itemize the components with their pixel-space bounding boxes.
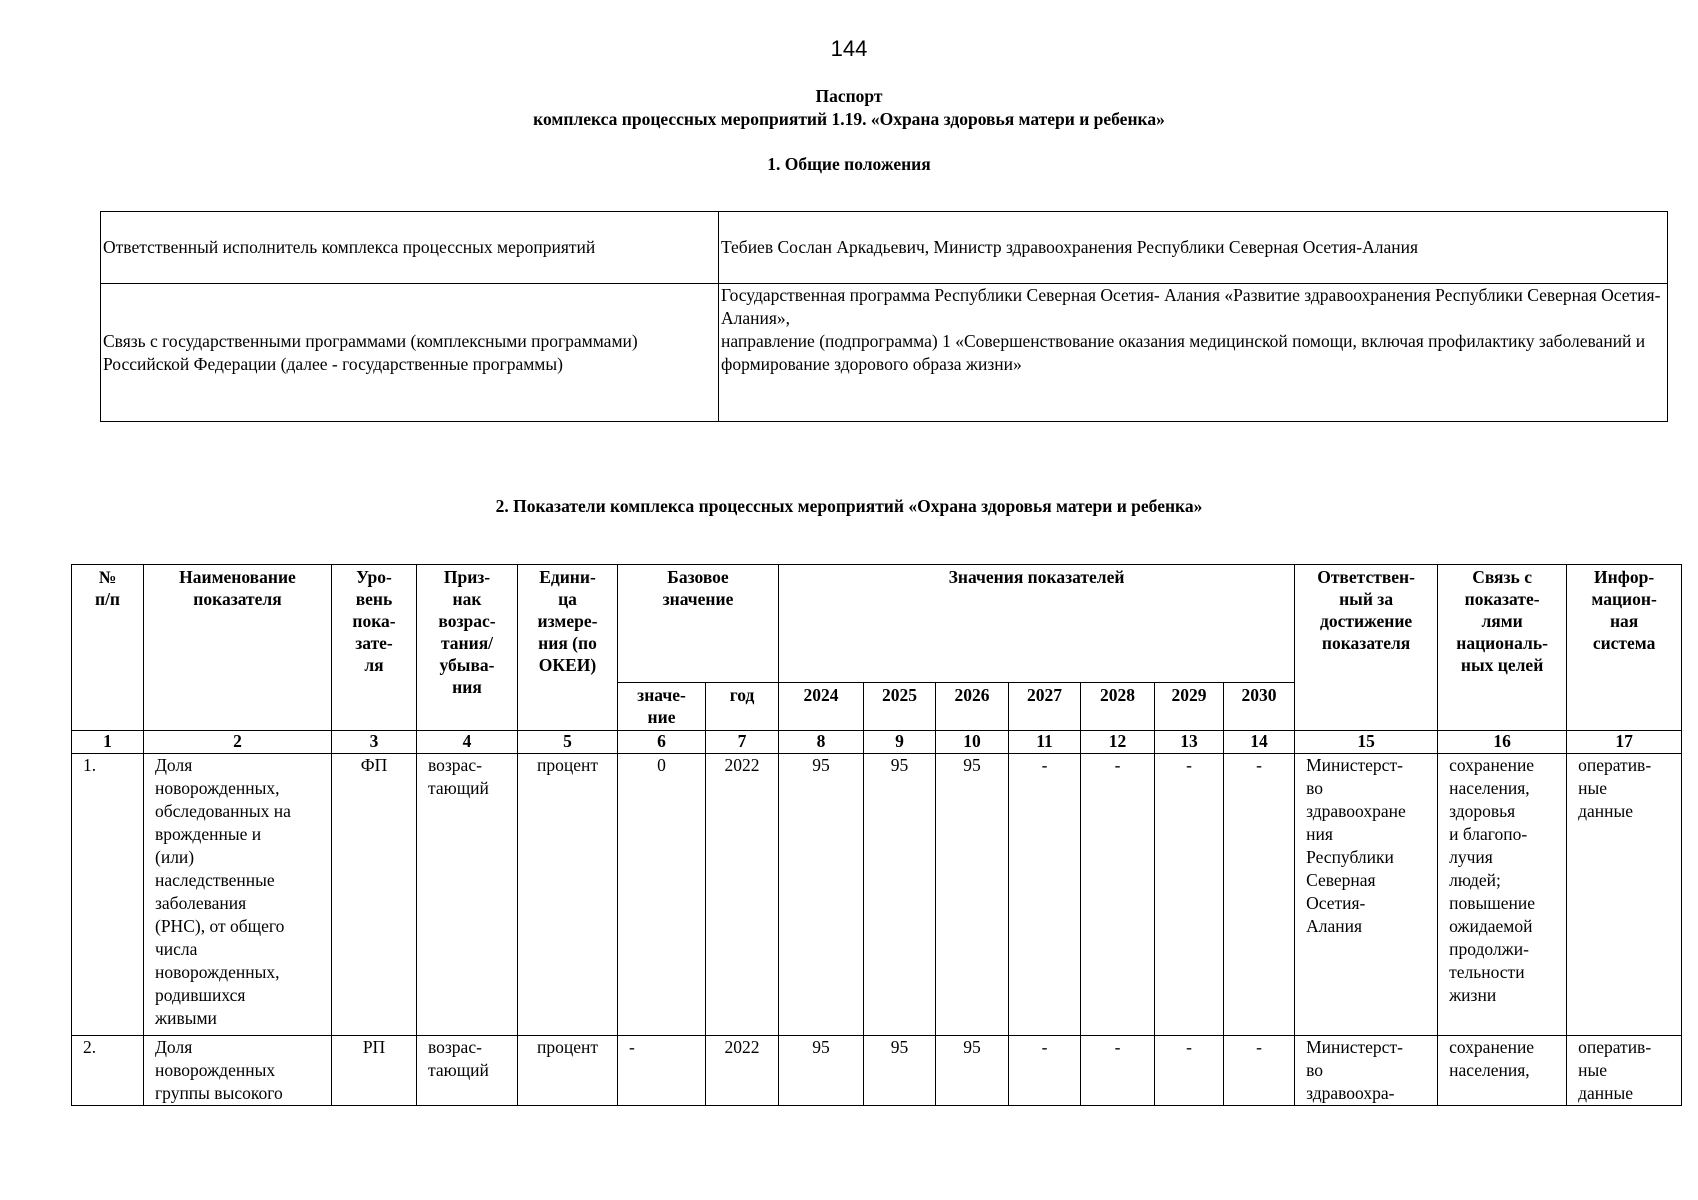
col-header-unit: Едини- ца измере- ния (по ОКЕИ)	[518, 565, 618, 731]
col-header-level: Уро- вень пока- зате- ля	[332, 565, 417, 731]
column-number: 15	[1295, 731, 1438, 754]
row-base-value: 0	[618, 754, 706, 1036]
section2-title: 2. Показатели комплекса процессных мероприятий «Охрана здоровья матери и ребенка»	[495, 496, 1203, 516]
indicators-table	[71, 564, 1682, 1106]
col-header-2024: 2024	[779, 683, 864, 731]
row-trend: возрас- тающий	[417, 754, 518, 1036]
col-header-2027: 2027	[1009, 683, 1081, 731]
row-value-2027: -	[1009, 1036, 1081, 1106]
row-responsible: Министерст- во здравоохра-	[1295, 1036, 1438, 1106]
row-base-year: 2022	[706, 1036, 779, 1106]
col-header-responsible: Ответствен- ный за достижение показателя	[1295, 565, 1438, 731]
column-number: 7	[706, 731, 779, 754]
col-header-2025: 2025	[864, 683, 936, 731]
row-unit: процент	[518, 754, 618, 1036]
col-header-2028: 2028	[1081, 683, 1155, 731]
row-trend: возрас- тающий	[417, 1036, 518, 1106]
row-info: оператив- ные данные	[1567, 1036, 1682, 1106]
table-row	[101, 212, 1668, 284]
col-header-base: Базовое значение	[618, 565, 779, 683]
table-row	[101, 284, 1668, 422]
column-number: 17	[1567, 731, 1682, 754]
column-number: 12	[1081, 731, 1155, 754]
column-numbers-row	[72, 731, 1682, 754]
row-base-year: 2022	[706, 754, 779, 1036]
row-unit: процент	[518, 1036, 618, 1106]
responsible-label: Ответственный исполнитель комплекса процессных мероприятий	[101, 212, 719, 284]
row-name: Доля новорожденных, обследованных на врожденные и (или) наследственные заболевания (РНС), от общего числа новорожденных, родившихся живыми	[144, 754, 332, 1036]
header-row	[72, 565, 1682, 683]
column-number: 9	[864, 731, 936, 754]
row-value-2026: 95	[936, 754, 1009, 1036]
column-number: 13	[1155, 731, 1224, 754]
row-value-2030: -	[1224, 1036, 1295, 1106]
column-number: 4	[417, 731, 518, 754]
row-link: сохранение населения,	[1438, 1036, 1567, 1106]
column-number: 2	[144, 731, 332, 754]
col-header-values: Значения показателей	[779, 565, 1295, 683]
row-responsible: Министерст- во здравоохране ния Республики Северная Осетия- Алания	[1295, 754, 1438, 1036]
column-number: 8	[779, 731, 864, 754]
row-base-value: -	[618, 1036, 706, 1106]
passport-title: Паспорт	[815, 86, 883, 106]
row-value-2025: 95	[864, 754, 936, 1036]
row-value-2024: 95	[779, 754, 864, 1036]
row-value-2028: -	[1081, 1036, 1155, 1106]
row-value-2025: 95	[864, 1036, 936, 1106]
col-header-info: Инфор- мацион- ная система	[1567, 565, 1682, 731]
col-header-base-value: значе- ние	[618, 683, 706, 731]
row-level: ФП	[332, 754, 417, 1036]
row-value-2029: -	[1155, 1036, 1224, 1106]
column-number: 10	[936, 731, 1009, 754]
col-header-2030: 2030	[1224, 683, 1295, 731]
column-number: 16	[1438, 731, 1567, 754]
row-num: 2.	[72, 1036, 144, 1106]
passport-subtitle: комплекса процессных мероприятий 1.19. «Охрана здоровья матери и ребенка»	[533, 109, 1165, 129]
general-provisions-table	[100, 211, 1668, 422]
row-value-2028: -	[1081, 754, 1155, 1036]
page-number: 144	[830, 36, 868, 61]
row-value-2027: -	[1009, 754, 1081, 1036]
col-header-trend: Приз- нак возрас- тания/ убыва- ния	[417, 565, 518, 731]
column-number: 5	[518, 731, 618, 754]
row-level: РП	[332, 1036, 417, 1106]
column-number: 11	[1009, 731, 1081, 754]
column-number: 1	[72, 731, 144, 754]
column-number: 6	[618, 731, 706, 754]
link-label: Связь с государственными программами (комплексными программами) Российской Федерации (далее - государственные программы)	[101, 284, 719, 422]
col-header-2029: 2029	[1155, 683, 1224, 731]
row-value-2029: -	[1155, 754, 1224, 1036]
row-value-2030: -	[1224, 754, 1295, 1036]
col-header-name: Наименование показателя	[144, 565, 332, 731]
col-header-2026: 2026	[936, 683, 1009, 731]
responsible-value: Тебиев Сослан Аркадьевич, Министр здравоохранения Республики Северная Осетия-Алания	[719, 212, 1668, 284]
column-number: 3	[332, 731, 417, 754]
row-link: сохранение населения, здоровья и благопо- лучия людей; повышение ожидаемой продолжи- тельности жизни	[1438, 754, 1567, 1036]
table-row	[72, 1036, 1682, 1106]
table-row	[72, 754, 1682, 1036]
col-header-num: № п/п	[72, 565, 144, 731]
row-value-2026: 95	[936, 1036, 1009, 1106]
section1-title: 1. Общие положения	[767, 154, 931, 174]
row-num: 1.	[72, 754, 144, 1036]
link-value: Государственная программа Республики Северная Осетия- Алания «Развитие здравоохранения Республики Северная Осетия-Алания», направление (подпрограмма) 1 «Совершенствование оказания медицинской помощи, включая профилактику заболеваний и формирование здорового образа жизни»	[719, 284, 1668, 422]
row-value-2024: 95	[779, 1036, 864, 1106]
row-name: Доля новорожденных группы высокого	[144, 1036, 332, 1106]
col-header-link: Связь с показате- лями националь- ных целей	[1438, 565, 1567, 731]
column-number: 14	[1224, 731, 1295, 754]
col-header-base-year: год	[706, 683, 779, 731]
row-info: оператив- ные данные	[1567, 754, 1682, 1036]
